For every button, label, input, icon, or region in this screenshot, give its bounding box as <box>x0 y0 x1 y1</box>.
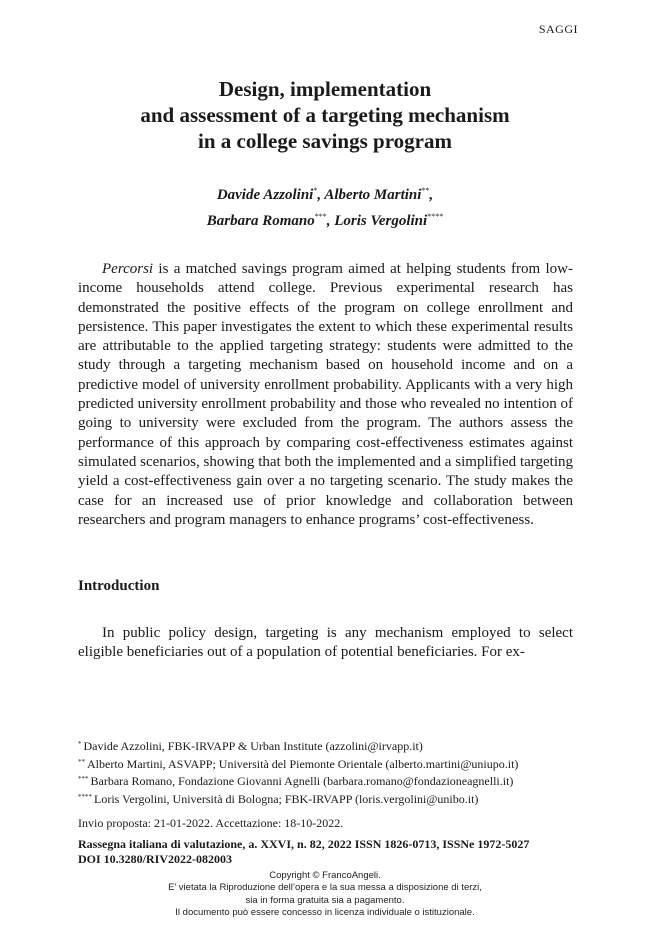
footnote-text: Barbara Romano, Fondazione Giovanni Agnelli (barbara.romano@fondazioneagnelli.it) <box>90 774 514 788</box>
footnote-text: Davide Azzolini, FBK-IRVAPP & Urban Institute (azzolini@irvapp.it) <box>83 739 423 753</box>
copyright-line: E’ vietata la Riproduzione dell’opera e la sua messa a disposizione di terzi, <box>168 882 482 894</box>
footnote-mark: **** <box>427 212 444 221</box>
title-line-3: in a college savings program <box>198 129 452 153</box>
footnote-mark: ** <box>421 186 430 195</box>
author-separator: , <box>429 187 434 203</box>
section-tag: SAGGI <box>538 22 578 36</box>
journal-doi: DOI 10.3280/RIV2022-082003 <box>78 852 233 866</box>
footnote <box>78 737 578 755</box>
footnote-mark: **** <box>78 792 92 801</box>
footnote-mark: *** <box>78 775 89 783</box>
submission-dates: Invio proposta: 21-01-2022. Accettazione: 18-10-2022. <box>78 816 344 830</box>
journal-info <box>78 837 578 867</box>
footnote-text: Alberto Martini, ASVAPP; Università del Piemonte Orientale (alberto.martini@uniupo.it) <box>87 756 519 771</box>
footnote-mark: * <box>313 186 318 195</box>
authors-line-2 <box>0 206 650 232</box>
authors-line-1 <box>0 180 650 206</box>
program-name: Percorsi <box>102 261 154 277</box>
author-name: Davide Azzolini <box>216 187 314 203</box>
author-list <box>0 180 650 232</box>
author-name: Loris Vergolini <box>334 213 428 229</box>
author-name: Barbara Romano <box>206 213 315 229</box>
footnote <box>78 755 578 773</box>
author-separator: , <box>326 213 335 229</box>
title-line-1: Design, implementation <box>218 77 432 101</box>
footnote-mark: * <box>78 740 82 748</box>
copyright-notice <box>0 870 650 919</box>
abstract-text: is a matched savings program aimed at helping students from low-income households attend college. Previous experimental research has demonstrated the positive effects of the program on college enrollment and persistence. This paper investigates the extent to which these experimental results are attributable to the applied targeting strategy: students were admitted to the study through a targeting mechanism based on household income and on a predictive model of university enrollment probability. Applicants with a very high predicted university enrollment probability and those who revealed no intention of going to university were excluded from the program. The authors assess the performance of this approach by comparing cost-effectiveness estimates against simulated scenarios, showing that both the implemented and a simplified targeting yield a cost-effectiveness gain over a no targeting scenario. The study makes the case for an increased use of prior knowledge and collaboration between researchers and program managers to enhance programs’ cost-effectiveness. <box>78 261 573 528</box>
copyright-line: Il documento può essere concesso in licenza individuale o istituzionale. <box>175 906 475 918</box>
footnote-mark: *** <box>314 212 327 221</box>
footnote-text: Loris Vergolini, Università di Bologna; FBK-IRVAPP (loris.vergolini@unibo.it) <box>94 791 479 806</box>
footnotes <box>78 737 578 807</box>
journal-citation: Rassegna italiana di valutazione, a. XXVI, n. 82, 2022 ISSN 1826-0713, ISSNe 1972-5027 <box>78 837 530 851</box>
title-line-2: and assessment of a targeting mechanism <box>140 103 510 127</box>
intro-paragraph: In public policy design, targeting is any mechanism employed to select eligible beneficiaries out of a population of potential beneficiaries. For ex- <box>78 625 573 661</box>
abstract-paragraph <box>78 260 573 530</box>
footnote-mark: ** <box>78 757 85 766</box>
footnote <box>78 790 578 808</box>
footnote <box>78 772 578 790</box>
author-name: Alberto Martini <box>324 187 422 203</box>
copyright-line: sia in forma gratuita sia a pagamento. <box>245 894 405 906</box>
section-heading: Introduction <box>78 578 160 594</box>
paper-title <box>0 76 650 154</box>
author-separator: , <box>317 187 325 203</box>
copyright-line: Copyright © FrancoAngeli. <box>269 870 381 881</box>
